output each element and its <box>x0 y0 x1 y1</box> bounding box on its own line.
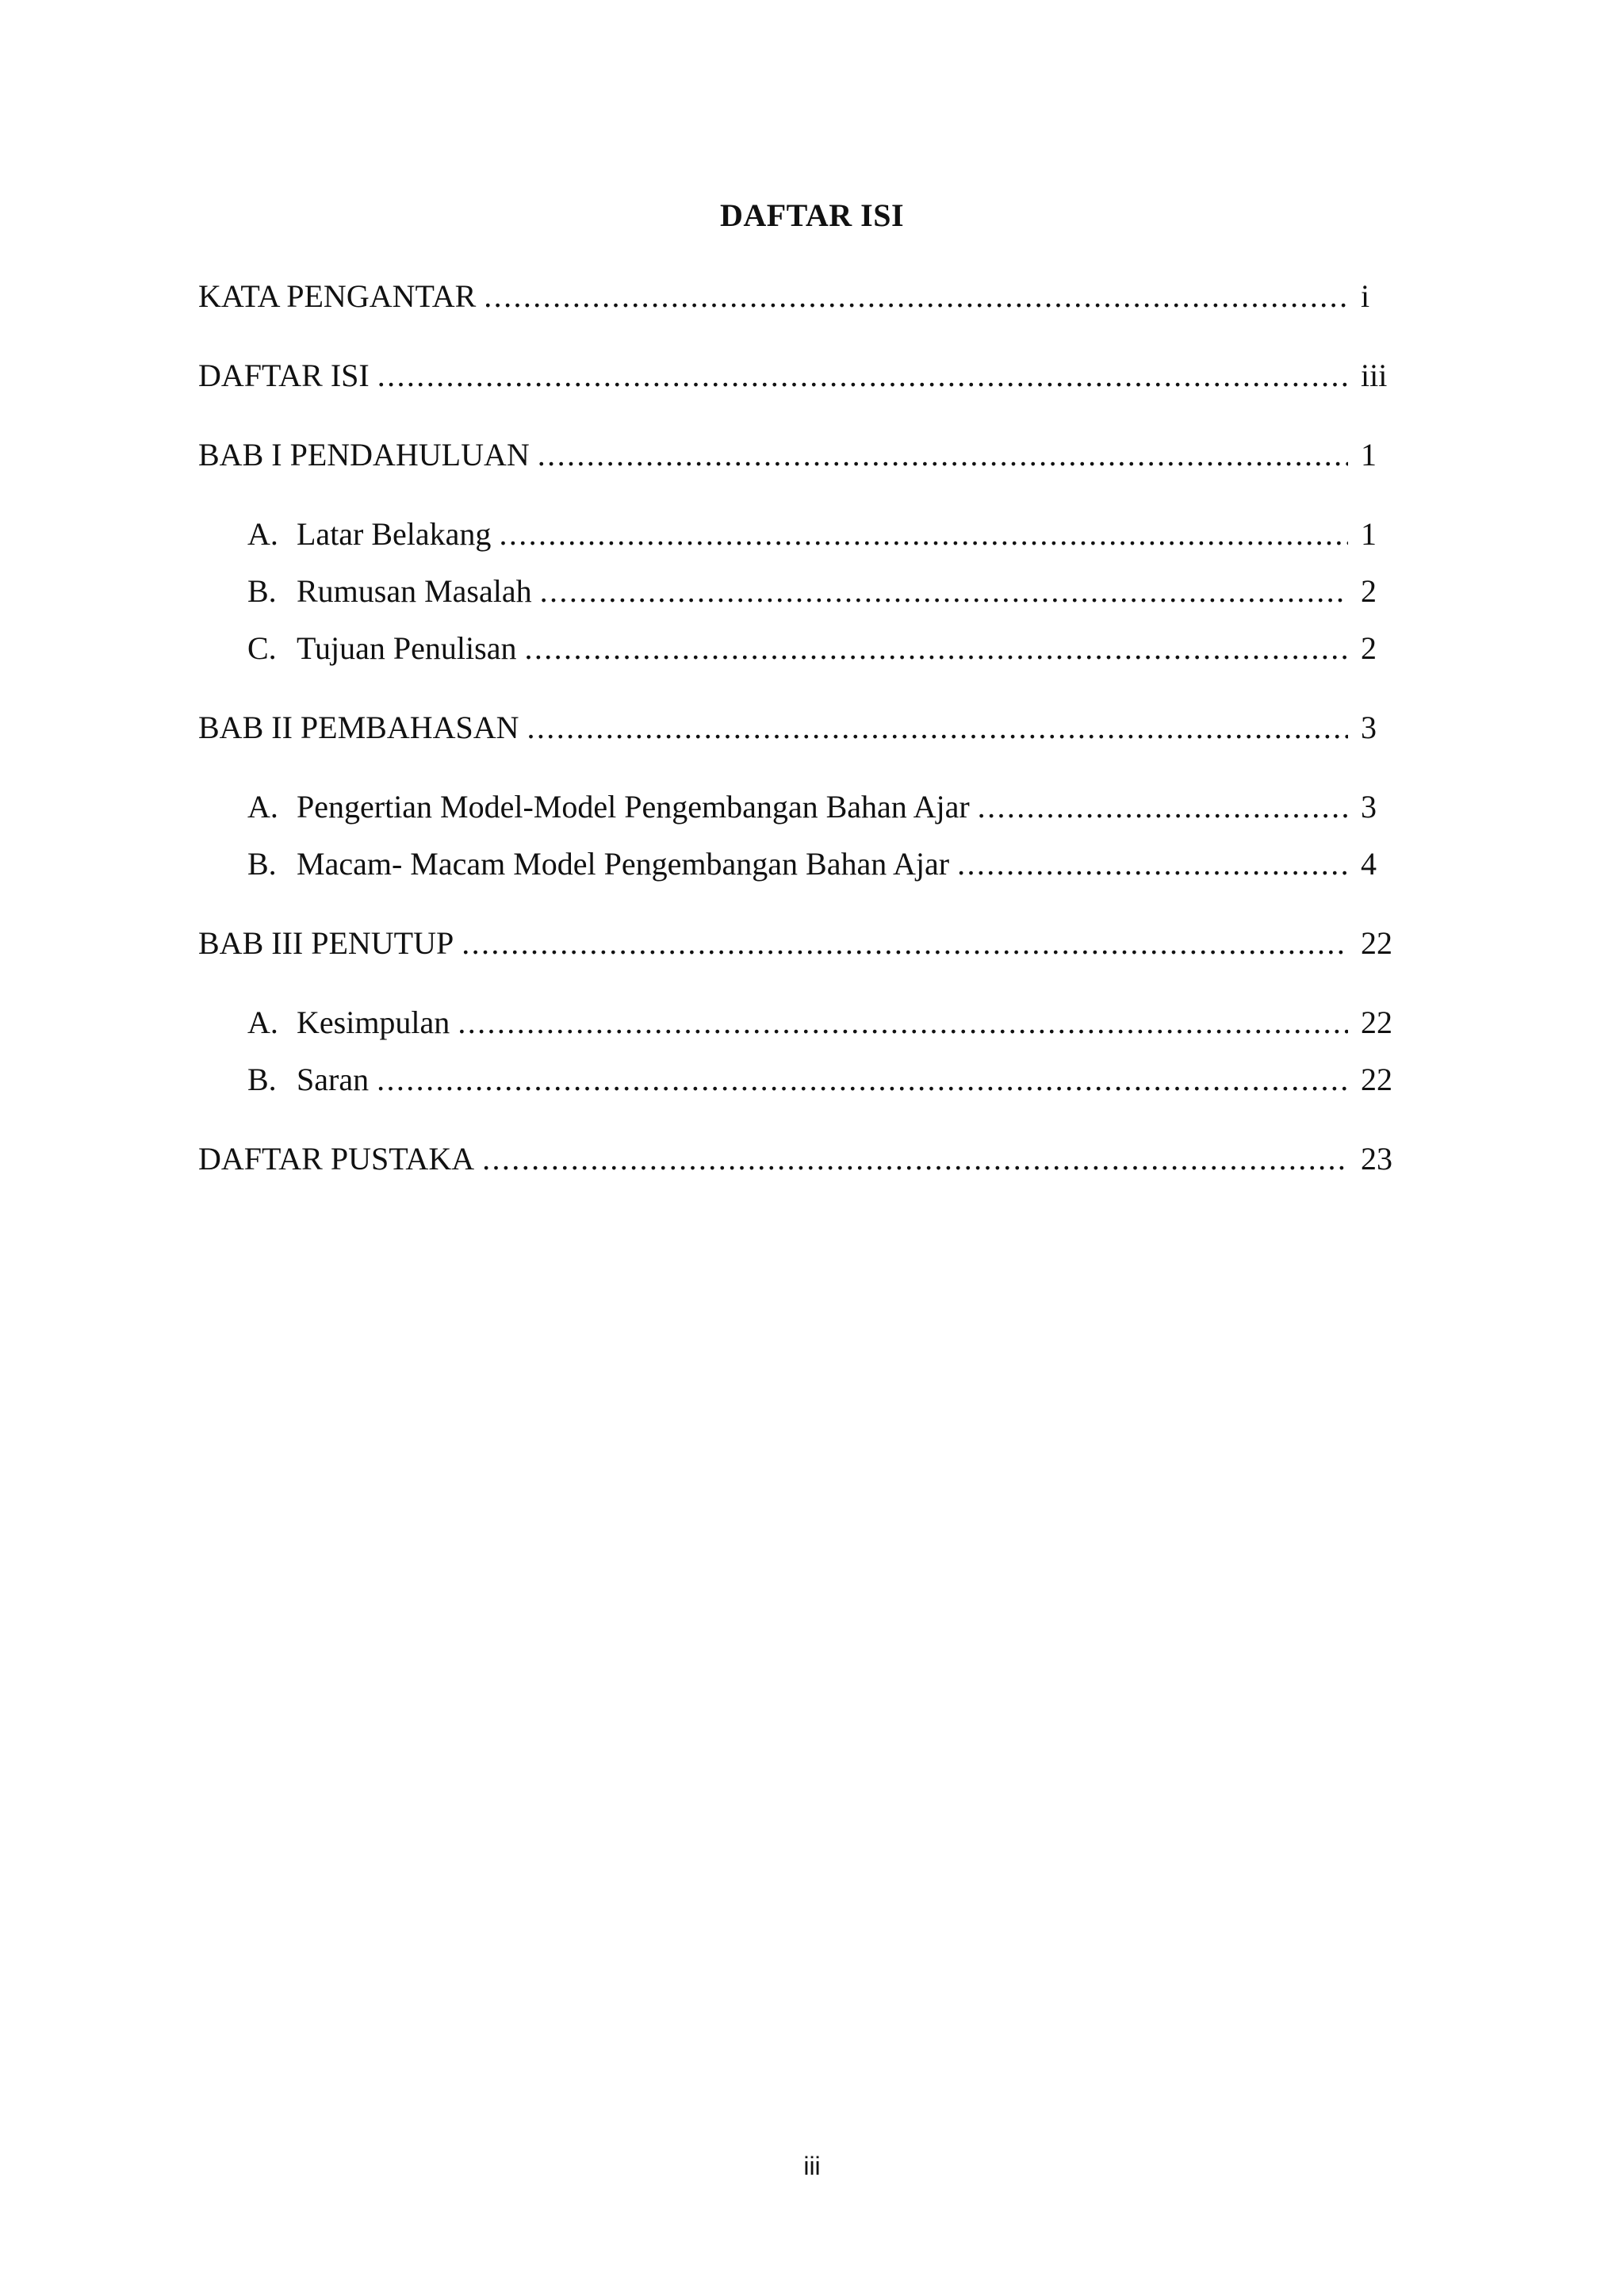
toc-page-number: 1 <box>1361 516 1377 552</box>
toc-page-number: 4 <box>1361 846 1377 882</box>
list-marker: B. <box>247 573 277 609</box>
toc-entry-text: BAB II PEMBAHASAN <box>198 710 519 745</box>
toc-entry-kata-pengantar <box>198 274 1407 319</box>
toc-entry-bab-1 <box>198 433 1407 477</box>
toc-entry-text: DAFTAR ISI <box>198 358 370 393</box>
toc-entry-text: Latar Belakang <box>297 516 492 552</box>
dot-leader <box>484 274 1348 319</box>
toc-page-number: i <box>1361 278 1370 314</box>
toc-page-number: 2 <box>1361 630 1377 666</box>
toc-page-number: 22 <box>1361 925 1392 961</box>
toc-entry-text: BAB III PENUTUP <box>198 925 454 961</box>
dot-leader <box>462 921 1348 966</box>
toc-page-number: 23 <box>1361 1141 1392 1177</box>
dot-leader <box>540 569 1348 614</box>
dot-leader <box>377 354 1348 398</box>
dot-leader <box>524 626 1348 671</box>
toc-entry-text: Saran <box>297 1062 370 1097</box>
toc-subentry-pengertian-model <box>247 785 1407 829</box>
toc-entry-text: Pengertian Model-Model Pengembangan Bahan Ajar <box>297 789 970 825</box>
dot-leader <box>957 842 1348 886</box>
toc-entry-daftar-pustaka <box>198 1137 1407 1181</box>
toc-page-number: 22 <box>1361 1062 1392 1097</box>
toc-entry-text: KATA PENGANTAR <box>198 278 477 314</box>
toc-page-number: 22 <box>1361 1004 1392 1040</box>
toc-subentry-macam-model <box>247 842 1407 886</box>
dot-leader <box>538 433 1348 477</box>
dot-leader <box>499 512 1348 557</box>
toc-entry-text: DAFTAR PUSTAKA <box>198 1141 475 1177</box>
list-marker: B. <box>247 846 277 882</box>
toc-subentry-latar-belakang <box>247 512 1407 557</box>
toc-entry-text: Tujuan Penulisan <box>297 630 517 666</box>
toc-entry-text: Kesimpulan <box>297 1004 450 1040</box>
toc-entry-daftar-isi <box>198 354 1407 398</box>
dot-leader <box>482 1137 1348 1181</box>
toc-page-number: iii <box>1361 358 1388 393</box>
page-title: DAFTAR ISI <box>719 197 905 233</box>
toc-subentry-kesimpulan <box>247 1001 1407 1045</box>
toc-page-number: 3 <box>1361 710 1377 745</box>
toc-subentry-tujuan-penulisan <box>247 626 1407 671</box>
toc-entry-text: Rumusan Masalah <box>297 573 532 609</box>
toc-page-number: 3 <box>1361 789 1377 825</box>
toc-entry-bab-3 <box>198 921 1407 966</box>
toc-entry-text: BAB I PENDAHULUAN <box>198 437 530 473</box>
list-marker: B. <box>247 1062 277 1097</box>
page-number: iii <box>803 2152 821 2180</box>
list-marker: A. <box>247 789 278 825</box>
toc-subentry-saran <box>247 1058 1407 1102</box>
dot-leader <box>377 1058 1348 1102</box>
toc-entry-text: Macam- Macam Model Pengembangan Bahan Ajar <box>297 846 950 882</box>
toc-page-number: 1 <box>1361 437 1377 473</box>
dot-leader <box>458 1001 1348 1045</box>
list-marker: A. <box>247 516 278 552</box>
toc-subentry-rumusan-masalah <box>247 569 1407 614</box>
list-marker: A. <box>247 1004 278 1040</box>
toc-entry-bab-2 <box>198 706 1407 750</box>
toc-page-number: 2 <box>1361 573 1377 609</box>
dot-leader <box>527 706 1349 750</box>
list-marker: C. <box>247 630 277 666</box>
dot-leader <box>978 785 1348 829</box>
